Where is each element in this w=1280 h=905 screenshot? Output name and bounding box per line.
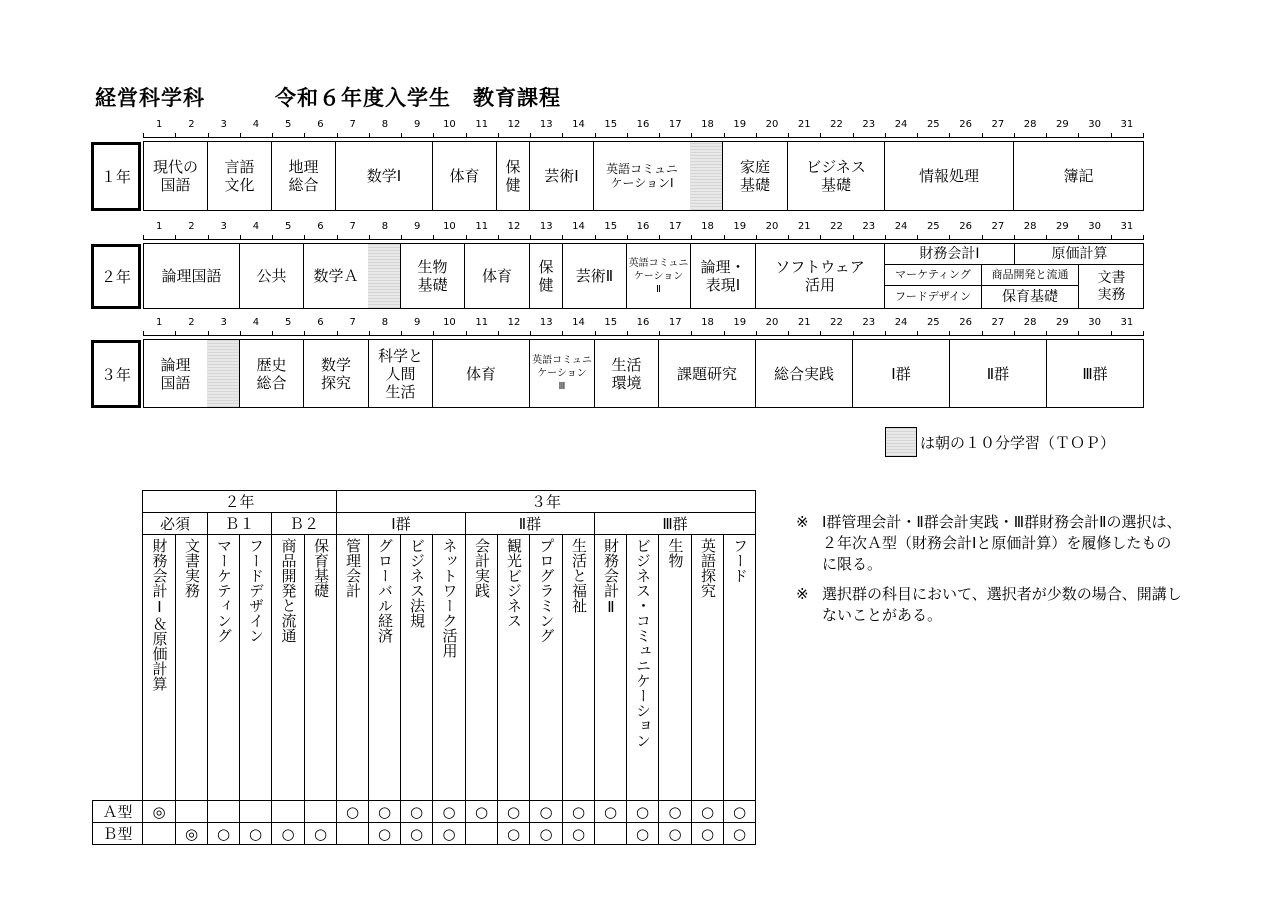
group-3: Ⅲ群	[595, 513, 756, 535]
period-number: 4	[252, 221, 260, 232]
period-number: 9	[414, 119, 421, 130]
period-number: 15	[604, 317, 618, 328]
period-number: 6	[317, 221, 324, 232]
subject-name: 生物	[666, 538, 685, 568]
selection-mark: ○	[692, 801, 724, 823]
selection-mark: ○	[563, 801, 595, 823]
selection-mark	[272, 801, 305, 823]
subject-name: ビジネス法規	[408, 538, 426, 628]
subject-cell: 地理 総合	[271, 142, 335, 210]
subject-cell: 論理 国語	[143, 340, 207, 407]
year1-label: １年	[91, 142, 141, 211]
period-number: 14	[572, 317, 585, 328]
subject-header	[337, 535, 369, 801]
selection-mark	[305, 801, 337, 823]
selection-mark: ○	[530, 823, 563, 845]
selection-mark	[595, 823, 627, 845]
period-number: 4	[252, 317, 260, 328]
period-number: 13	[539, 221, 553, 232]
subject-cell: Ⅰ群	[852, 340, 949, 407]
curriculum-title: 令和６年度入学生 教育課程	[275, 86, 561, 110]
subject-header	[208, 535, 240, 801]
subject-cell: 簿記	[1013, 142, 1143, 210]
selection-mark: ○	[466, 801, 498, 823]
subject-cell: 言語 文化	[207, 142, 271, 210]
subject-name: ビジネス・コミュニケーション	[634, 538, 652, 748]
selection-mark: ○	[627, 823, 659, 845]
selection-mark: ○	[433, 801, 466, 823]
period-number: 5	[284, 221, 292, 232]
subject-cell: 課題研究	[658, 340, 755, 407]
selection-mark	[466, 823, 498, 845]
period-number: 14	[572, 221, 585, 232]
period-number: 24	[894, 119, 908, 130]
subject-name: 管理会計	[344, 538, 362, 598]
selection-mark: ○	[369, 801, 401, 823]
subject-cell: 論理・ 表現Ⅰ	[690, 244, 755, 308]
legend-swatch	[885, 427, 917, 457]
period-number: 8	[381, 119, 389, 130]
period-number: 27	[991, 317, 1005, 328]
selection-mark: ○	[369, 823, 401, 845]
period-number: 1	[155, 221, 163, 232]
subject-cell: 芸術Ⅱ	[562, 244, 626, 308]
year1-timetable	[143, 141, 1144, 211]
period-number: 11	[475, 317, 489, 328]
subject-cell: ソフトウェア 活用	[755, 244, 884, 308]
subject-header	[595, 535, 627, 801]
period-number: 24	[894, 221, 908, 232]
selection-mark: ○	[433, 823, 466, 845]
period-number: 4	[252, 119, 260, 130]
subject-cell: 体育	[432, 340, 529, 407]
subject-cell: 財務会計Ⅰ	[885, 244, 1015, 265]
period-number: 12	[507, 221, 521, 232]
period-number: 25	[926, 119, 940, 130]
subject-header	[272, 535, 305, 801]
period-number: 18	[701, 317, 714, 328]
top-study-cell	[690, 142, 722, 210]
subject-cell: 科学と 人間 生活	[368, 340, 432, 407]
selection-mark: ○	[305, 823, 337, 845]
subject-header	[530, 535, 563, 801]
period-ruler	[143, 317, 1143, 336]
subject-name: 観光ビジネス	[505, 538, 523, 628]
period-number: 15	[604, 119, 618, 130]
period-number: 20	[765, 317, 779, 328]
period-number: 6	[317, 317, 324, 328]
period-number: 1	[155, 317, 163, 328]
subject-cell: 数学Ａ	[303, 244, 368, 308]
period-number: 1	[155, 119, 163, 130]
year2-timetable	[143, 243, 1144, 309]
period-number: 9	[414, 317, 421, 328]
subject-cell: Ⅲ群	[1046, 340, 1143, 407]
period-number: 15	[604, 221, 618, 232]
subject-cell: 家庭 基礎	[722, 142, 787, 210]
subject-name: 文書実務	[183, 538, 201, 598]
subject-header	[692, 535, 724, 801]
period-number: 30	[1088, 221, 1101, 232]
selection-mark: ○	[692, 823, 724, 845]
group-2: Ⅱ群	[466, 513, 595, 535]
period-number: 28	[1023, 317, 1037, 328]
selection-mark: ○	[240, 823, 272, 845]
subject-cell: 生物 基礎	[400, 244, 464, 308]
subject-cell: 英語コミュニ ケーション Ⅱ	[626, 244, 690, 308]
period-ruler	[143, 221, 1143, 240]
subject-name: 生活と福祉	[570, 538, 588, 613]
period-number: 23	[862, 317, 876, 328]
selection-mark: ○	[595, 801, 627, 823]
period-number: 2	[188, 221, 195, 232]
subject-header	[305, 535, 337, 801]
period-number: 11	[475, 119, 489, 130]
subject-name: 財務会計Ⅱ	[602, 538, 620, 616]
period-number: 13	[539, 317, 553, 328]
subject-cell: 現代の 国語	[143, 142, 207, 210]
subject-name: ネットワーク活用	[440, 538, 459, 658]
period-number: 17	[668, 119, 682, 130]
selection-mark: ○	[659, 823, 692, 845]
subject-name: フード	[731, 538, 749, 583]
period-number: 19	[733, 317, 747, 328]
period-number: 8	[381, 221, 389, 232]
period-number: 17	[668, 317, 682, 328]
selection-mark: ◎	[143, 801, 176, 823]
group-1: Ⅰ群	[337, 513, 466, 535]
period-number: 26	[959, 119, 972, 130]
period-number: 7	[349, 317, 356, 328]
period-number: 30	[1088, 119, 1101, 130]
year3-header: ３年	[337, 491, 756, 513]
period-number: 25	[926, 317, 940, 328]
period-number: 12	[507, 119, 521, 130]
subject-header	[401, 535, 433, 801]
period-number: 18	[701, 221, 714, 232]
type-a-label: Ａ型	[93, 801, 143, 823]
period-number: 19	[733, 221, 747, 232]
period-number: 6	[317, 119, 324, 130]
subject-header	[724, 535, 756, 801]
group-b2: Ｂ２	[272, 513, 337, 535]
subject-header	[627, 535, 659, 801]
period-number: 30	[1088, 317, 1101, 328]
subject-cell: 保育基礎	[982, 286, 1079, 308]
period-number: 10	[443, 119, 456, 130]
type-b-label: Ｂ型	[93, 823, 143, 845]
period-number: 29	[1055, 221, 1069, 232]
period-number: 8	[381, 317, 389, 328]
selection-mark	[143, 823, 176, 845]
subject-header	[240, 535, 272, 801]
selection-mark: ○	[401, 801, 433, 823]
subject-name: 英語探究	[699, 538, 717, 598]
selection-mark: ○	[724, 823, 756, 845]
department-title: 経営科学科	[95, 86, 205, 110]
period-number: 25	[926, 221, 940, 232]
subject-header	[433, 535, 466, 801]
period-number: 24	[894, 317, 908, 328]
period-number: 27	[991, 119, 1005, 130]
group-b1: Ｂ１	[208, 513, 272, 535]
year2-label: ２年	[91, 244, 141, 309]
period-number: 21	[797, 221, 811, 232]
subject-cell: 論理国語	[143, 244, 239, 308]
subject-cell: ビジネス 基礎	[787, 142, 884, 210]
top-study-cell	[207, 340, 239, 407]
subject-name: 保育基礎	[312, 538, 330, 598]
subject-header	[659, 535, 692, 801]
subject-cell: 情報処理	[884, 142, 1013, 210]
subject-name: 会計実践	[473, 538, 491, 598]
note-item: ※ Ⅰ群管理会計・Ⅱ群会計実践・Ⅲ群財務会計Ⅱの選択は、２年次Ａ型（財務会計Ⅰと原価計算）を履修したものに限る。	[796, 513, 1182, 573]
period-ruler	[143, 119, 1143, 138]
subject-header	[176, 535, 208, 801]
period-number: 14	[572, 119, 585, 130]
period-number: 7	[349, 119, 356, 130]
selection-mark	[176, 801, 208, 823]
period-number: 2	[188, 317, 195, 328]
subject-cell: 体育	[432, 142, 496, 210]
subject-cell: 英語コミュニ ケーション Ⅲ	[529, 340, 594, 407]
period-number: 23	[862, 221, 876, 232]
subject-cell: Ⅱ群	[949, 340, 1046, 407]
subject-name: 財務会計Ⅰ＆原価計算	[150, 538, 169, 691]
selection-mark: ○	[498, 823, 530, 845]
subject-cell: 数学 探究	[303, 340, 368, 407]
subject-cell: 文書 実務	[1097, 269, 1126, 303]
legend-text: は朝の１０分学習（ＴＯＰ）	[920, 434, 1116, 452]
subject-cell: マーケティング	[885, 265, 982, 286]
subject-cell: 保 健	[529, 244, 562, 308]
subject-cell: 芸術Ⅰ	[529, 142, 593, 210]
subject-header	[143, 535, 176, 801]
period-number: 29	[1055, 317, 1069, 328]
period-number: 18	[701, 119, 714, 130]
period-number: 21	[797, 317, 811, 328]
selection-mark	[240, 801, 272, 823]
group-required: 必須	[143, 513, 208, 535]
period-number: 2	[188, 119, 195, 130]
period-number: 31	[1120, 221, 1134, 232]
selection-mark	[337, 823, 369, 845]
subject-header	[369, 535, 401, 801]
subject-header	[466, 535, 498, 801]
selection-mark: ○	[530, 801, 563, 823]
subject-name: マーケティング	[215, 538, 233, 643]
period-number: 28	[1023, 221, 1037, 232]
selection-mark: ○	[337, 801, 369, 823]
period-number: 22	[830, 119, 843, 130]
period-number: 10	[443, 317, 456, 328]
selection-mark: ◎	[176, 823, 208, 845]
subject-cell: フードデザイン	[885, 286, 982, 308]
subject-name: フードデザイン	[247, 538, 265, 643]
period-number: 27	[991, 221, 1005, 232]
selection-mark: ○	[498, 801, 530, 823]
subject-cell: 公共	[239, 244, 303, 308]
year2-header: ２年	[143, 491, 337, 513]
note-item: ※ 選択群の科目において、選択者が少数の場合、開講しないことがある。	[796, 585, 1182, 624]
subject-header	[498, 535, 530, 801]
period-number: 22	[830, 317, 843, 328]
period-number: 17	[668, 221, 682, 232]
period-number: 3	[220, 119, 227, 130]
period-number: 23	[862, 119, 876, 130]
period-number: 7	[349, 221, 356, 232]
period-number: 16	[636, 317, 650, 328]
period-number: 5	[284, 119, 292, 130]
subject-cell: 商品開発と流通	[982, 265, 1079, 286]
subject-name: プログラミング	[537, 538, 556, 643]
period-number: 3	[220, 317, 227, 328]
elective-table	[92, 490, 756, 845]
subject-header	[563, 535, 595, 801]
period-number: 26	[959, 221, 972, 232]
period-number: 10	[443, 221, 456, 232]
period-number: 5	[284, 317, 292, 328]
period-number: 12	[507, 317, 521, 328]
subject-cell: 体育	[464, 244, 529, 308]
subject-name: グローバル経済	[376, 538, 394, 643]
period-number: 29	[1055, 119, 1069, 130]
subject-cell: 総合実践	[755, 340, 852, 407]
period-number: 16	[636, 119, 650, 130]
period-number: 26	[959, 317, 972, 328]
notes	[796, 512, 1182, 635]
subject-cell: 保 健	[496, 142, 529, 210]
period-number: 19	[733, 119, 747, 130]
period-number: 13	[539, 119, 553, 130]
period-number: 9	[414, 221, 421, 232]
period-number: 31	[1120, 317, 1134, 328]
period-number: 20	[765, 119, 779, 130]
period-number: 28	[1023, 119, 1037, 130]
subject-cell: 歴史 総合	[239, 340, 303, 407]
subject-cell: 生活 環境	[594, 340, 658, 407]
selection-mark: ○	[659, 801, 692, 823]
selection-mark: ○	[401, 823, 433, 845]
year3-label: ３年	[91, 340, 141, 408]
selection-mark	[208, 801, 240, 823]
selection-mark: ○	[627, 801, 659, 823]
period-number: 21	[797, 119, 811, 130]
year3-timetable	[143, 339, 1144, 408]
period-number: 16	[636, 221, 650, 232]
period-number: 20	[765, 221, 779, 232]
period-number: 31	[1120, 119, 1134, 130]
selection-mark: ○	[563, 823, 595, 845]
top-study-cell	[368, 244, 400, 308]
period-number: 3	[220, 221, 227, 232]
subject-cell: 数学Ⅰ	[335, 142, 432, 210]
subject-cell: 英語コミュニ ケーションⅠ	[593, 142, 690, 210]
period-number: 22	[830, 221, 843, 232]
subject-cell: 原価計算	[1015, 244, 1144, 265]
period-number: 11	[475, 221, 489, 232]
elective-block	[884, 244, 1143, 308]
selection-mark: ○	[208, 823, 240, 845]
selection-mark: ○	[724, 801, 756, 823]
selection-mark: ○	[272, 823, 305, 845]
subject-name: 商品開発と流通	[279, 538, 298, 643]
